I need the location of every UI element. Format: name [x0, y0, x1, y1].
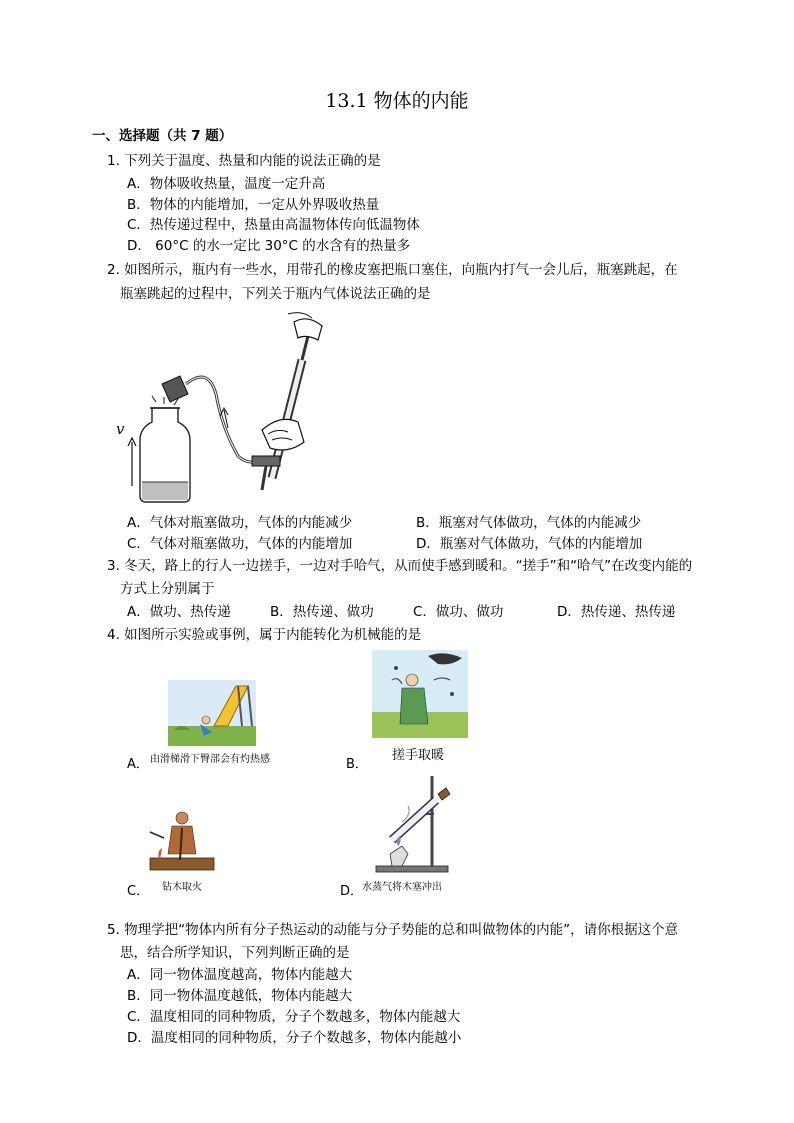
drilling-fire-picture	[146, 808, 216, 876]
question-3-stem-line1: 3. 冬天，路上的行人一边搓手，一边对手哈气，从而使手感到暖和。“搓手”和“哈气”在改变内能的	[107, 558, 693, 574]
section-heading: 一、选择题（共 7 题）	[92, 128, 233, 144]
q2-option-b: B．瓶塞对气体做功，气体的内能减少	[416, 515, 642, 531]
q3-option-c: C．做功、做功	[413, 604, 504, 620]
q5-option-a: A．同一物体温度越高，物体内能越大	[127, 967, 353, 983]
q1-option-a: A．物体吸收热量，温度一定升高	[127, 176, 326, 192]
rubbing-hands-picture	[372, 650, 468, 738]
caption-drilling-fire: 钻木取火	[162, 882, 202, 893]
question-5-stem-line1: 5. 物理学把“物体内所有分子热运动的动能与分子势能的总和叫做物体的内能”，请你根据这个意	[107, 922, 679, 938]
q3-option-b: B．热传递、做功	[270, 604, 374, 620]
caption-slide: 由滑梯滑下臀部会有灼热感	[150, 754, 270, 765]
slide-picture	[168, 680, 256, 746]
q2-option-c: C．气体对瓶塞做功，气体的内能增加	[127, 536, 353, 552]
q1-option-c: C．热传递过程中，热量由高温物体传向低温物体	[127, 217, 420, 233]
q3-option-a: A．做功、热传递	[127, 604, 231, 620]
question-1-stem: 1. 下列关于温度、热量和内能的说法正确的是	[107, 153, 381, 169]
question-5-stem-line2: 思，结合所学知识，下列判断正确的是	[120, 945, 350, 961]
question-2-stem-line2: 瓶塞跳起的过程中，下列关于瓶内气体说法正确的是	[120, 286, 431, 302]
q4-letter-b: B．	[346, 757, 368, 772]
question-4-stem: 4. 如图所示实验或事例，属于内能转化为机械能的是	[107, 627, 422, 643]
q4-letter-d: D．	[340, 884, 364, 899]
q5-option-b: B．同一物体温度越低，物体内能越大	[127, 988, 353, 1004]
velocity-label: v	[116, 420, 125, 438]
q4-letter-c: C．	[127, 884, 150, 899]
q5-option-c: C．温度相同的同种物质，分子个数越多，物体内能越大	[127, 1009, 461, 1025]
caption-steam-cork: 水蒸气将木塞冲出	[362, 882, 442, 893]
q3-option-d: D．热传递、热传递	[557, 604, 676, 620]
q2-option-a: A．气体对瓶塞做功，气体的内能减少	[127, 515, 353, 531]
bottle-pump-figure	[112, 310, 352, 510]
q4-letter-a: A．	[127, 757, 149, 772]
q5-option-d: D．温度相同的同种物质，分子个数越多，物体内能越小	[127, 1030, 462, 1046]
page-title: 13.1 物体的内能	[325, 90, 469, 112]
caption-rubbing-hands: 搓手取暖	[392, 748, 445, 763]
q2-option-d: D．瓶塞对气体做功，气体的内能增加	[416, 536, 643, 552]
q1-option-b: B．物体的内能增加，一定从外界吸收热量	[127, 197, 380, 213]
question-3-stem-line2: 方式上分别属于	[120, 581, 215, 597]
q1-option-d: D． 60°C 的水一定比 30°C 的水含有的热量多	[127, 238, 411, 254]
steam-cork-picture	[372, 770, 462, 874]
question-2-stem-line1: 2. 如图所示，瓶内有一些水，用带孔的橡皮塞把瓶口塞住，向瓶内打气一会儿后，瓶塞跳起，在	[107, 262, 678, 278]
